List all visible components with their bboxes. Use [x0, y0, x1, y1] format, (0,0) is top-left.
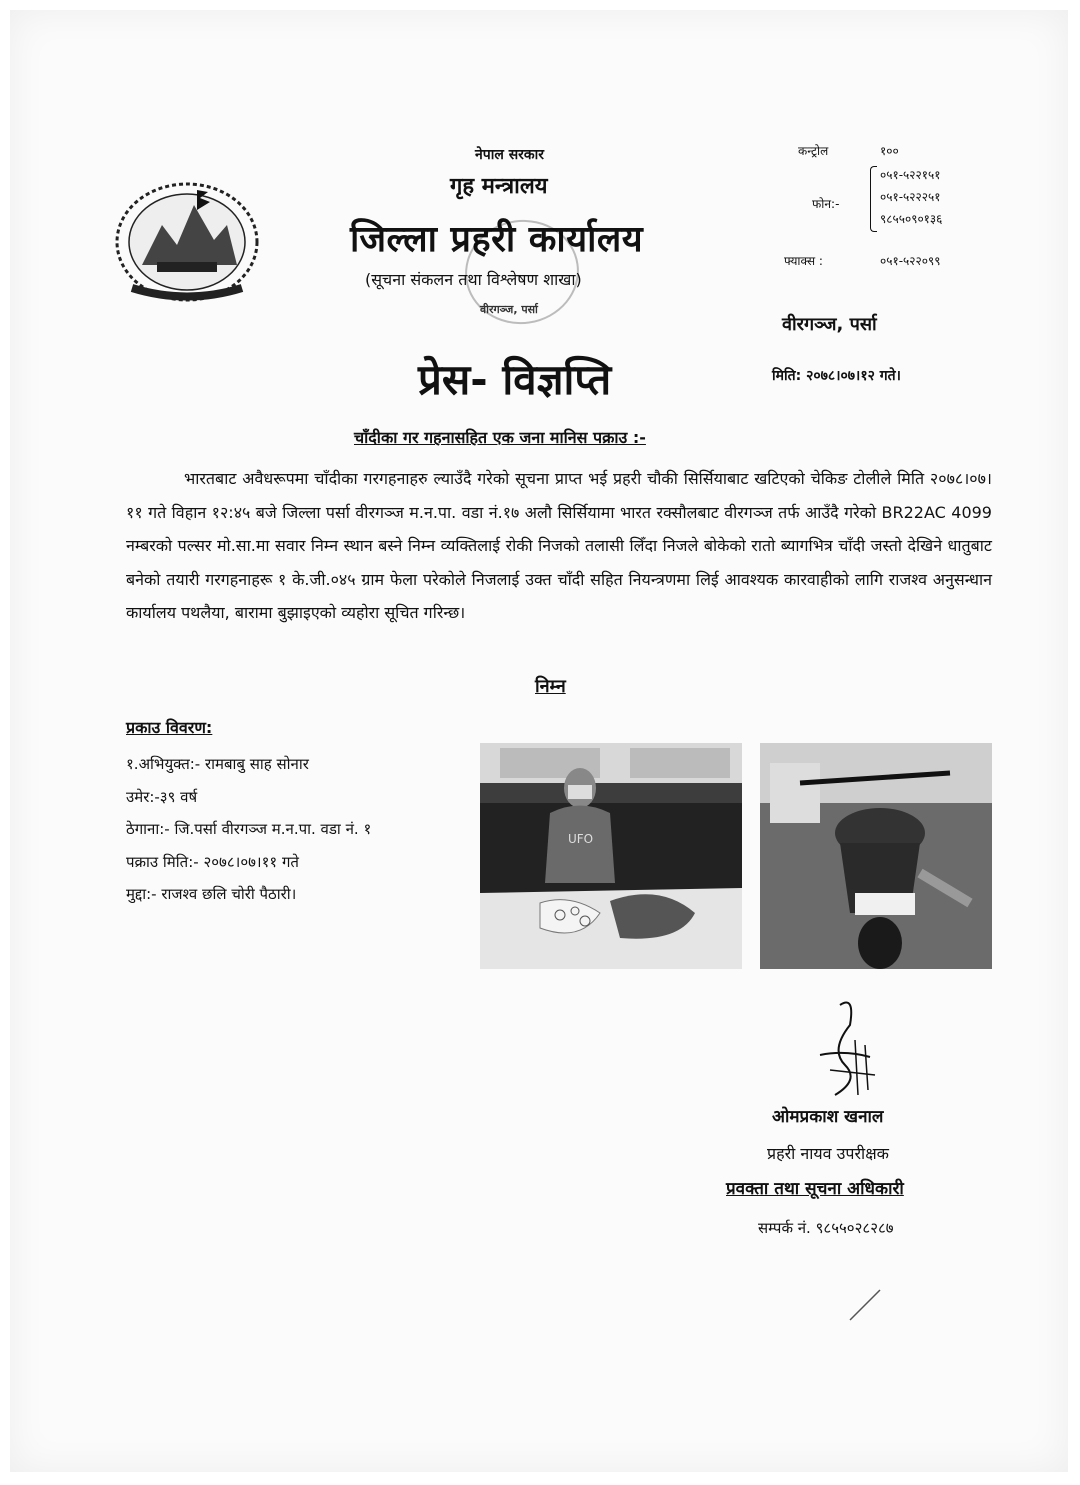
detail-line: ठेगाना:- जि.पर्सा वीरगञ्ज म.न.पा. वडा नं. १	[126, 820, 372, 838]
press-release-page	[10, 10, 1068, 1472]
branch-name: (सूचना संकलन तथा विश्लेषण शाखा)	[365, 270, 582, 289]
signatory-rank: प्रहरी नायव उपरीक्षक	[767, 1144, 889, 1163]
detail-line: १.अभियुक्त:- रामबाबु साह सोनार	[126, 755, 309, 773]
suspect-photo	[480, 743, 742, 969]
control-value: १००	[880, 144, 899, 158]
signature-image	[800, 995, 890, 1105]
arrest-details	[126, 748, 371, 911]
arrest-details-heading: प्रकाउ विवरण:	[126, 718, 213, 737]
pen-stroke-mark	[845, 1285, 885, 1325]
ministry-name: गृह मन्त्रालय	[450, 174, 548, 199]
control-label: कन्ट्रोल	[798, 144, 829, 158]
document-subject: चाँदीका गर गहनासहित एक जना मानिस पक्राउ :-	[354, 428, 646, 447]
signatory-contact: सम्पर्क नं. ९८५५०२८२८७	[758, 1219, 894, 1237]
phone-number: ९८५५०९०१३६	[880, 212, 943, 226]
signatory-role: प्रवक्ता तथा सूचना अधिकारी	[726, 1179, 904, 1199]
section-heading: निम्न	[535, 676, 566, 697]
detail-line: मुद्दा:- राजश्व छलि चोरी पैठारी।	[126, 885, 297, 903]
motorcycle-photo	[760, 743, 992, 969]
phone-number: ०५१-५२२२५१	[880, 190, 941, 204]
nepal-emblem-icon	[102, 170, 272, 310]
detail-line: पक्राउ मिति:- २०७८।०७।११ गते	[126, 852, 299, 871]
document-title: प्रेस- विज्ञप्ति	[418, 355, 612, 404]
phone-label: फोन:-	[812, 197, 840, 211]
location-text: वीरगञ्ज, पर्सा	[782, 314, 877, 335]
phone-brace	[870, 166, 877, 232]
stamp-text: वीरगञ्ज, पर्सा	[480, 303, 538, 316]
phone-number: ०५१-५२२१५१	[880, 168, 941, 182]
shirt-text: UFO	[568, 832, 594, 846]
fax-label: फ्याक्स :	[784, 254, 823, 268]
document-date: मिति: २०७८।०७।१२ गते।	[772, 368, 901, 384]
detail-line: उमेर:-३९ वर्ष	[126, 787, 198, 806]
signatory-name: ओमप्रकाश खनाल	[772, 1107, 884, 1127]
fax-value: ०५१-५२२०९९	[880, 254, 941, 268]
office-name: जिल्ला प्रहरी कार्यालय	[350, 219, 644, 260]
body-paragraph: भारतबाट अवैधरूपमा चाँदीका गरगहनाहरु ल्याउँदै गरेको सूचना प्राप्त भई प्रहरी चौकी सिर्सियाबाट खटिएको चेकिङ टोलीले मिति २०७८।०७।११ गते विहान १२:४५ बजे जिल्ला पर्सा वीरगञ्ज म.न.पा. वडा नं.१७ अलौ सिर्सियामा भारत रक्सौलबाट वीरगञ्ज तर्फ आउँदै गरेको BR22AC 4099 नम्बरको पल्सर मो.सा.मा सवार निम्न स्थान बस्ने निम्न व्यक्तिलाई रोकी निजको तलासी लिँदा निजले बोकेको रातो ब्यागभित्र चाँदी जस्तो देखिने धातुबाट बनेको तयारी गरगहनाहरू १ के.जी.०४५ ग्राम फेला परेकोले निजलाई उक्त चाँदी सहित नियन्त्रणमा लिई आवश्यक कारवाहीको लागि राजश्व अनुसन्धान कार्यालय पथलैया, बारामा बुझाइएको व्यहोरा सूचित गरिन्छ।	[126, 469, 992, 622]
government-name: नेपाल सरकार	[475, 147, 545, 163]
